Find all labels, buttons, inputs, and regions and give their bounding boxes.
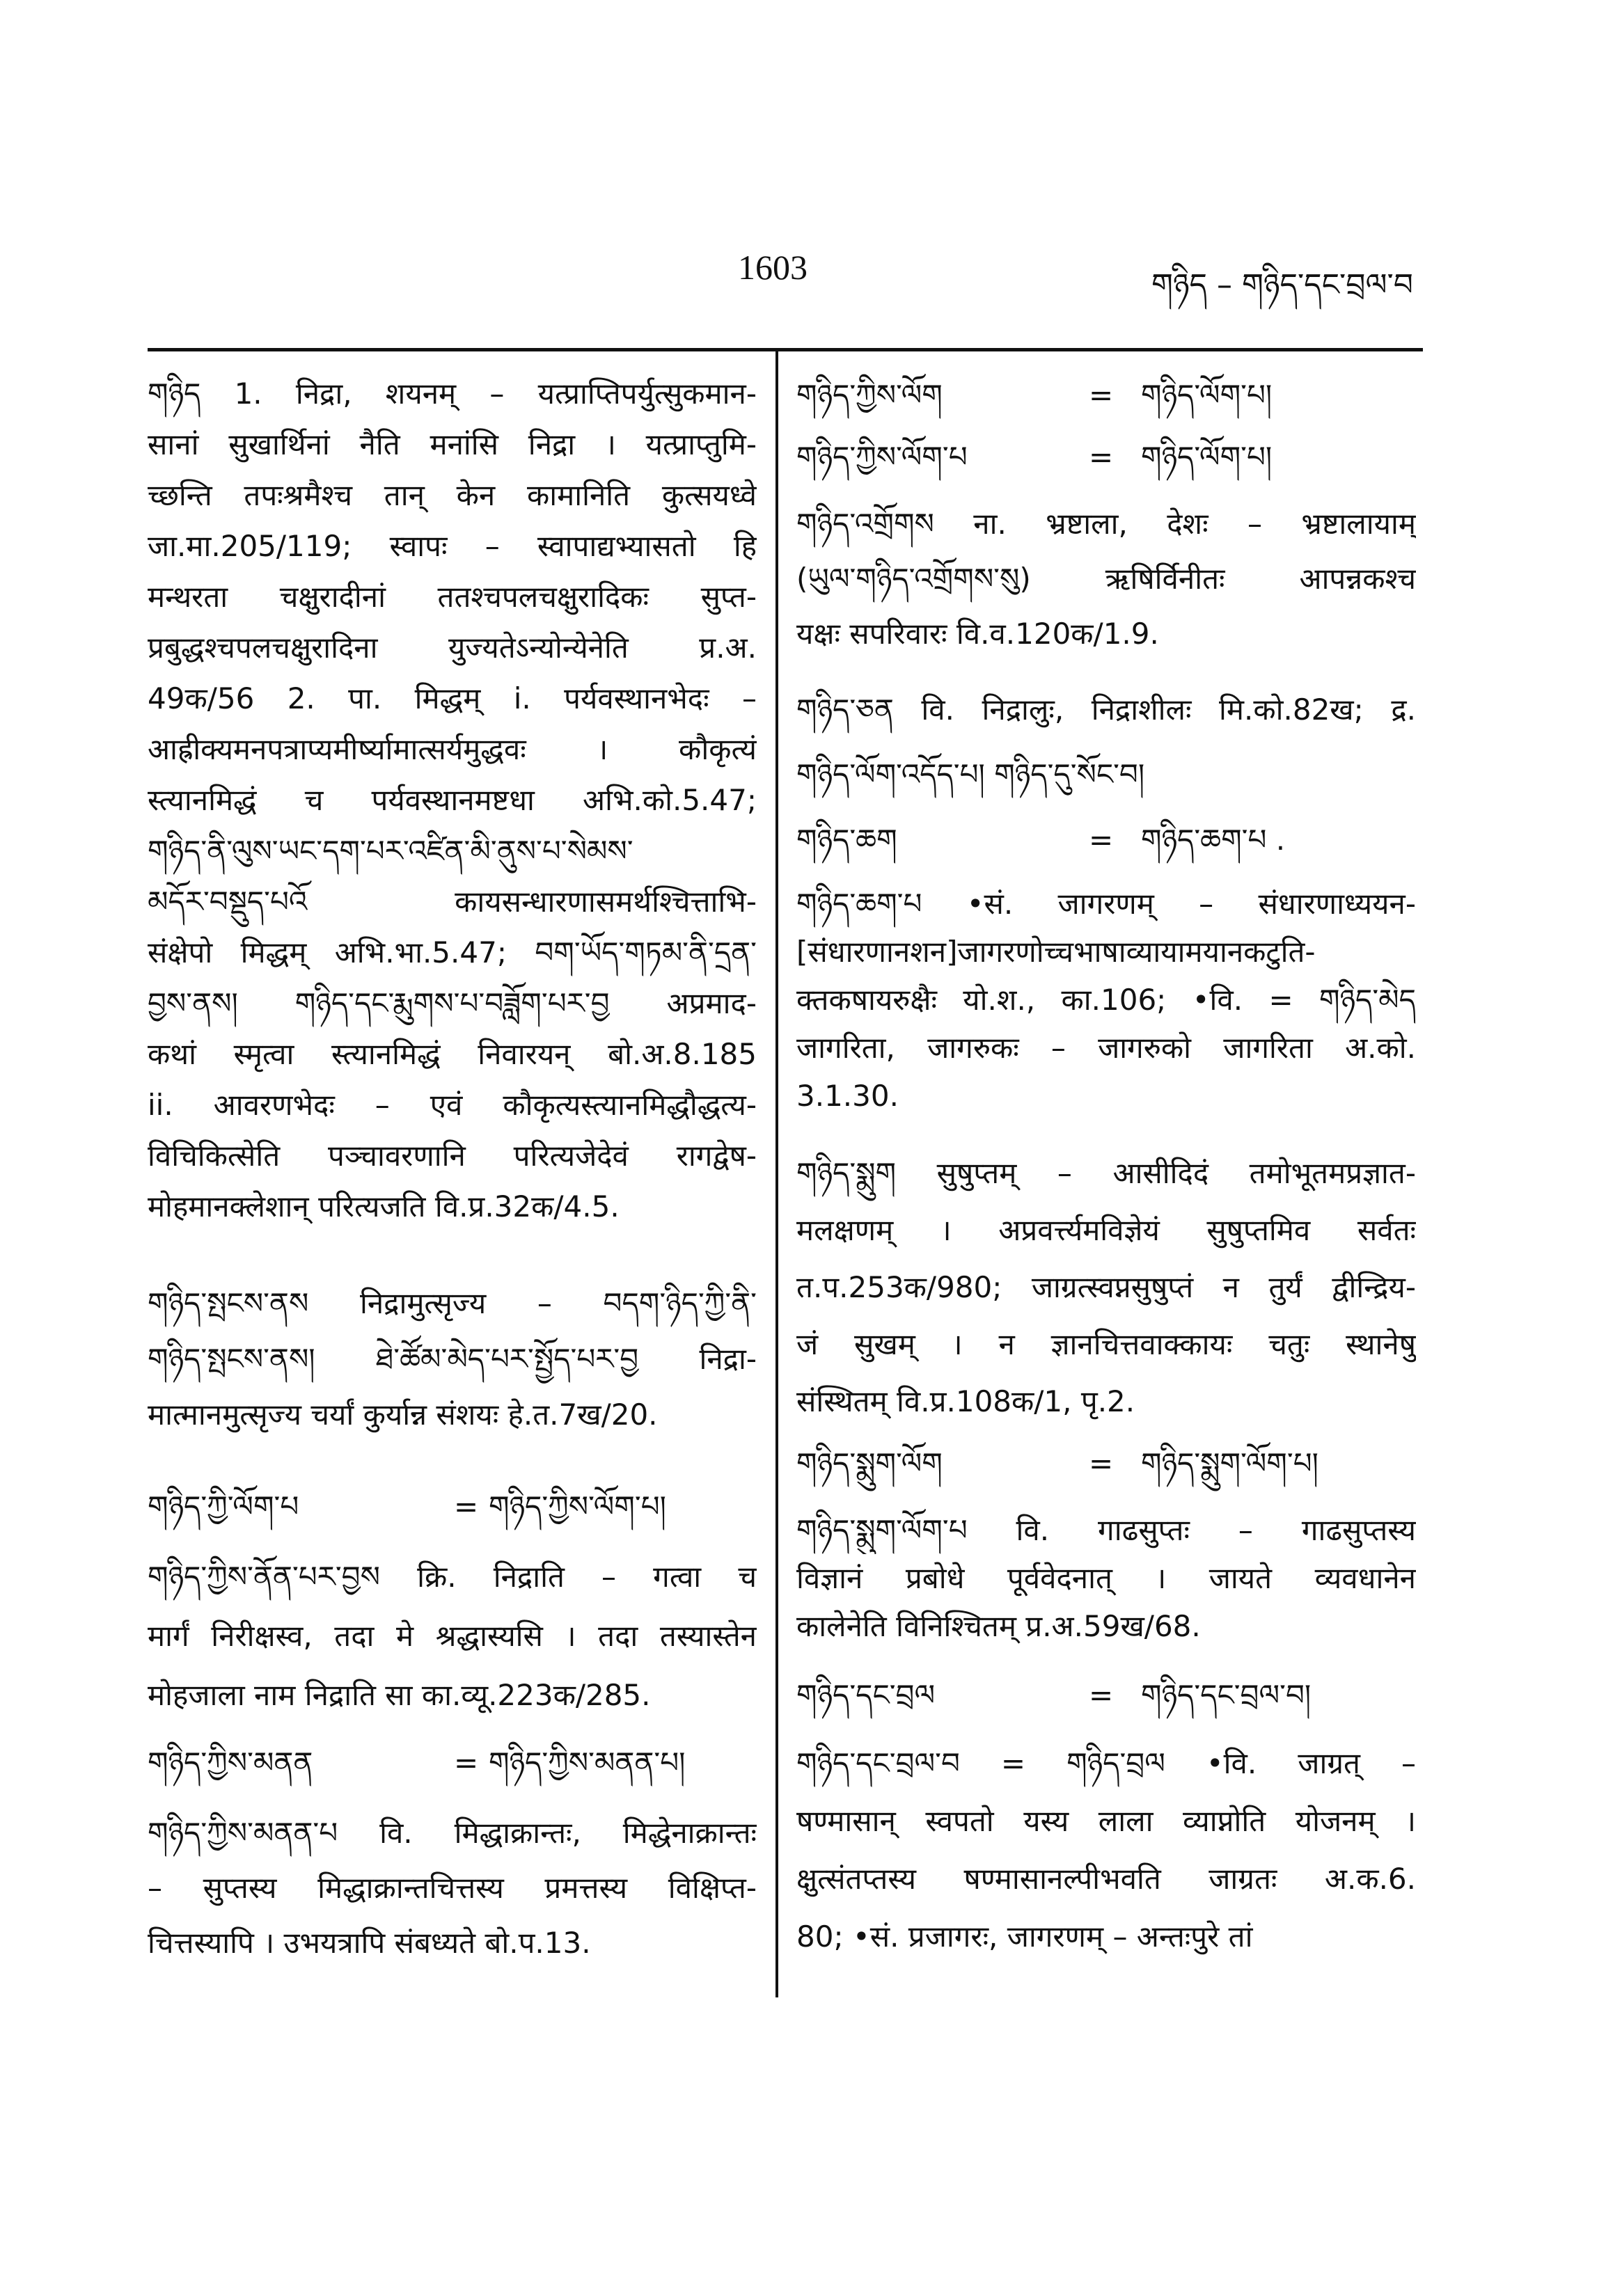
entry-text-line: सानां सुखार्थिनां नैति मनांसि निद्रा । यत्प्राप्तुमि- [148, 427, 757, 461]
dictionary-entry [796, 1734, 1416, 1965]
xref-line [796, 813, 1416, 867]
entry-headword: གཉིད་དང་བྲལ [796, 1678, 936, 1712]
entry-first-line: གཉིད་སྨུག सुषुप्तम् – आसीदिदं तमोभूतमप्रज्ञात- [796, 1156, 1416, 1190]
entry-headword: གཉིད་སྨུག་ལོག [796, 1446, 943, 1480]
entry-text-line: मोहजाला नाम निद्राति सा का.व्यू.223क/285. [148, 1678, 651, 1712]
entry-text-line: जा.मा.205/119; स्वापः – स्वापाद्यभ्यासतो हि [148, 529, 757, 563]
entry-text-line: 3.1.30. [796, 1079, 899, 1113]
entry-text-line: – सुप्तस्य मिद्धाक्रान्तचित्तस्य प्रमत्तस्य विक्षिप्त- [148, 1871, 757, 1905]
entry-text-line: कालेनेति विनिश्चितम् प्र.अ.59ख/68. [796, 1609, 1201, 1643]
entry-text-line: जं सुखम् । न ज्ञानचित्तवाक्कायः चतुः स्थानेषु [796, 1327, 1416, 1361]
column-divider [775, 351, 778, 1997]
entry-text-line: བྱས་ནས། གཉིད་དང་རྨུགས་པ་བཟློག་པར་བྱ अप्रमाद- [148, 986, 757, 1020]
dictionary-entry [148, 368, 757, 1232]
cross-reference-entry [796, 813, 1416, 867]
entry-text-line: ii. आवरणभेदः – एवं कौकृत्यस्त्यानमिद्धौद्धत्य- [148, 1088, 757, 1122]
entry-text-line: मोहमानक्लेशान् परित्यजति वि.प्र.32क/4.5. [148, 1189, 620, 1224]
equals-sign: = [454, 1745, 479, 1780]
xref-target: གཉིད་ཀྱིས་ལོག་པ། [489, 1489, 666, 1523]
dictionary-entry [796, 880, 1416, 1120]
entry-text-line: विचिकित्सेति पञ्चावरणानि परित्यजेदेवं रागद्वेष- [148, 1139, 757, 1173]
page-number: 1603 [738, 248, 808, 287]
xref-target: གཉིད་དང་བྲལ་བ། [1141, 1678, 1312, 1712]
cross-reference-entry [796, 1436, 1416, 1491]
entry-first-line: གཉིད་སྤངས་ནས निद्रामुत्सृज्य – བདག་ཉིད་ཀྱི་ནི་ [148, 1286, 757, 1320]
xref-target: གཉིད་ལོག་པ། [1141, 440, 1273, 474]
xref-line [796, 1436, 1416, 1491]
equals-sign: = [1089, 823, 1114, 857]
entry-first-line: གཉིད་ཀྱིས་ནོན་པར་བྱས क्रि. निद्राति – गत्वा च [148, 1560, 757, 1594]
entry-text-line: प्रबुद्धश्चपलचक्षुरादिना युज्यतेऽन्योन्येनेति प्र.अ. [148, 631, 757, 665]
entry-headword: གཉིད་ཆག [796, 823, 897, 857]
entry-text-line: (ཡུལ་གཉིད་འགྲོགས་སུ) ऋषिर्विनीतः आपन्नकश्च [796, 562, 1416, 596]
entry-first-line: གཉིད་སྨུག་ལོག་པ वि. गाढसुप्तः – गाढसुप्तस्य [796, 1513, 1416, 1547]
entry-text-line: मलक्षणम् । अप्रवर्त्त्यमविज्ञेयं सुषुप्तमिव सर्वतः [796, 1213, 1416, 1247]
cross-reference-entry [796, 1668, 1416, 1723]
xref-line [796, 430, 1416, 484]
entry-text-line: संक्षेपो मिद्धम् अभि.भा.5.47; བག་ཡོད་གཏམ་ནི་དྲན་ [148, 935, 757, 969]
dictionary-entry [148, 1276, 757, 1443]
entry-text-line: षण्मासान् स्वपतो यस्य लाला व्याप्नोति योजनम् । [796, 1804, 1416, 1838]
entry-first-line: གཉིད་ཀྱིས་མནན་པ वि. मिद्धाक्रान्तः, मिद्धेनाक्रान्तः [148, 1816, 757, 1850]
equals-sign: = [1089, 440, 1114, 474]
entry-headword: གཉིད་ཀྱིས་ལོག་པ [796, 440, 968, 474]
entry-text-line: स्त्यानमिद्धं च पर्यवस्थानमष्टधा अभि.को.5.47; [148, 783, 757, 817]
entry-text-line: मार्गं निरीक्षस्व, तदा मे श्रद्धास्यसि । तदा तस्यास्तेन [148, 1619, 757, 1653]
xref-line [148, 1480, 757, 1534]
entry-text-line: यक्षः सपरिवारः वि.व.120क/1.9. [796, 617, 1159, 651]
equals-sign: = [1089, 1678, 1114, 1712]
entry-text-line: चित्तस्यापि । उभयत्रापि संबध्यते बो.प.13. [148, 1926, 591, 1960]
entry-text-line: [संधारणानशन]जागरणोच्चभाषाव्यायामयानकटुति- [796, 935, 1316, 969]
dictionary-entry [796, 496, 1416, 661]
entry-text-line: आह्रीक्यमनपत्राप्यमीर्ष्यामात्सर्यमुद्धवः । कौकृत्यं [148, 732, 757, 766]
entry-text-line: གཉིད་ལོག་འདོད་པ། གཉིད་དུ་སོང་བ། [796, 757, 1145, 791]
entry-first-line: གཉིད་དང་བྲལ་བ = གཉིད་བྲལ •वि. जाग्रत् – [796, 1746, 1416, 1780]
entry-headword: གཉིད་ཀྱིས་མནན [148, 1745, 313, 1780]
dictionary-entry [796, 1145, 1416, 1430]
entry-text-line: मात्मानमुत्सृज्य चर्यां कुर्यान्न संशयः हे.त.7ख/20. [148, 1398, 658, 1432]
entry-text-line: मन्थरता चक्षुरादीनां ततश्चपलचक्षुरादिकः सुप्त- [148, 580, 757, 614]
entry-text-line: कथां स्मृत्वा स्त्यानमिद्धं निवारयन् बो.अ.8.185 [148, 1037, 757, 1071]
cross-reference-entry [148, 1480, 757, 1534]
entry-headword: གཉིད་ཀྱིས་ལོག [796, 378, 943, 412]
xref-target: གཉིད་ཀྱིས་མནན་པ། [489, 1745, 686, 1780]
cross-reference-entry [796, 430, 1416, 484]
entry-text-line: च्छन्ति तपःश्रमैश्च तान् केन कामानिति कुत्सयध्वे [148, 478, 757, 512]
xref-line [796, 368, 1416, 422]
entry-headword: གཉིད་ཀྱི་ལོག་པ [148, 1489, 299, 1523]
top-rule-divider [148, 348, 1423, 351]
entry-text-line: क्तकषायरुक्षैः यो.श., का.106; •वि. = གཉིད་མེད [796, 983, 1416, 1017]
running-head: གཉིད – གཉིད་དང་བྲལ་བ [1151, 267, 1413, 303]
xref-line [796, 1668, 1416, 1723]
dictionary-entry [796, 1506, 1416, 1650]
entry-first-line: གཉིད 1. निद्रा, शयनम् – यत्प्राप्तिपर्युत्सुकमान- [148, 377, 757, 411]
dictionary-entry [148, 1805, 757, 1970]
entry-first-line: གཉིད་ཆག་པ •सं. जागरणम् – संधारणाध्ययन- [796, 887, 1416, 921]
entry-text-line: विज्ञानं प्रबोधे पूर्ववेदनात् । जायते व्यवधानेन [796, 1561, 1416, 1595]
equals-sign: = [1089, 1446, 1114, 1480]
entry-text-line: 49क/56 2. पा. मिद्धम् i. पर्यवस्थानभेदः – [148, 681, 757, 715]
xref-target: གཉིད་ཆག་པ . [1141, 823, 1286, 857]
entry-text-line: संस्थितम् वि.प्र.108क/1, पृ.2. [796, 1384, 1135, 1418]
equals-sign: = [1089, 378, 1114, 412]
xref-line [148, 1736, 757, 1790]
dictionary-entry [148, 1547, 757, 1725]
entry-text-line: 80; •सं. प्रजागरः, जागरणम् – अन्तःपुरे तां [796, 1919, 1253, 1954]
dictionary-entry [796, 677, 1416, 807]
equals-sign: = [454, 1489, 479, 1523]
entry-text-line: གཉིད་སྤངས་ནས། ཐེ་ཚོམ་མེད་པར་སྤྱོད་པར་བྱ निद्रा- [148, 1342, 757, 1376]
entry-text-line: གཉིད་ནི་ལུས་ཡང་དག་པར་འཛིན་མི་ནུས་པ་སེམས་ [148, 834, 633, 868]
entry-text-line: क्षुत्संतप्तस्य षण्मासानल्पीभवति जाग्रतः अ.क.6. [796, 1862, 1416, 1896]
entry-text-line: མདོར་བསྡུད་པའོ कायसन्धारणासमर्थश्चित्ताभि- [148, 885, 757, 919]
cross-reference-entry [148, 1736, 757, 1790]
xref-target: གཉིད་ལོག་པ། [1141, 378, 1273, 412]
entry-first-line: གཉིད་འགྲོགས ना. भ्रष्टाला, देशः – भ्रष्टालायाम् [796, 507, 1416, 541]
entry-text-line: त.प.253क/980; जाग्रत्स्वप्नसुषुप्तं न तुर्यं द्वीन्द्रिय- [796, 1270, 1416, 1304]
entry-text-line: जागरिता, जागरुकः – जागरुको जागरिता अ.को. [796, 1031, 1416, 1065]
cross-reference-entry [796, 368, 1416, 422]
xref-target: གཉིད་སྨུག་ལོག་པ། [1141, 1446, 1318, 1480]
entry-first-line: གཉིད་ཅན वि. निद्रालुः, निद्राशीलः मि.को.82ख; द्र. [796, 692, 1416, 727]
